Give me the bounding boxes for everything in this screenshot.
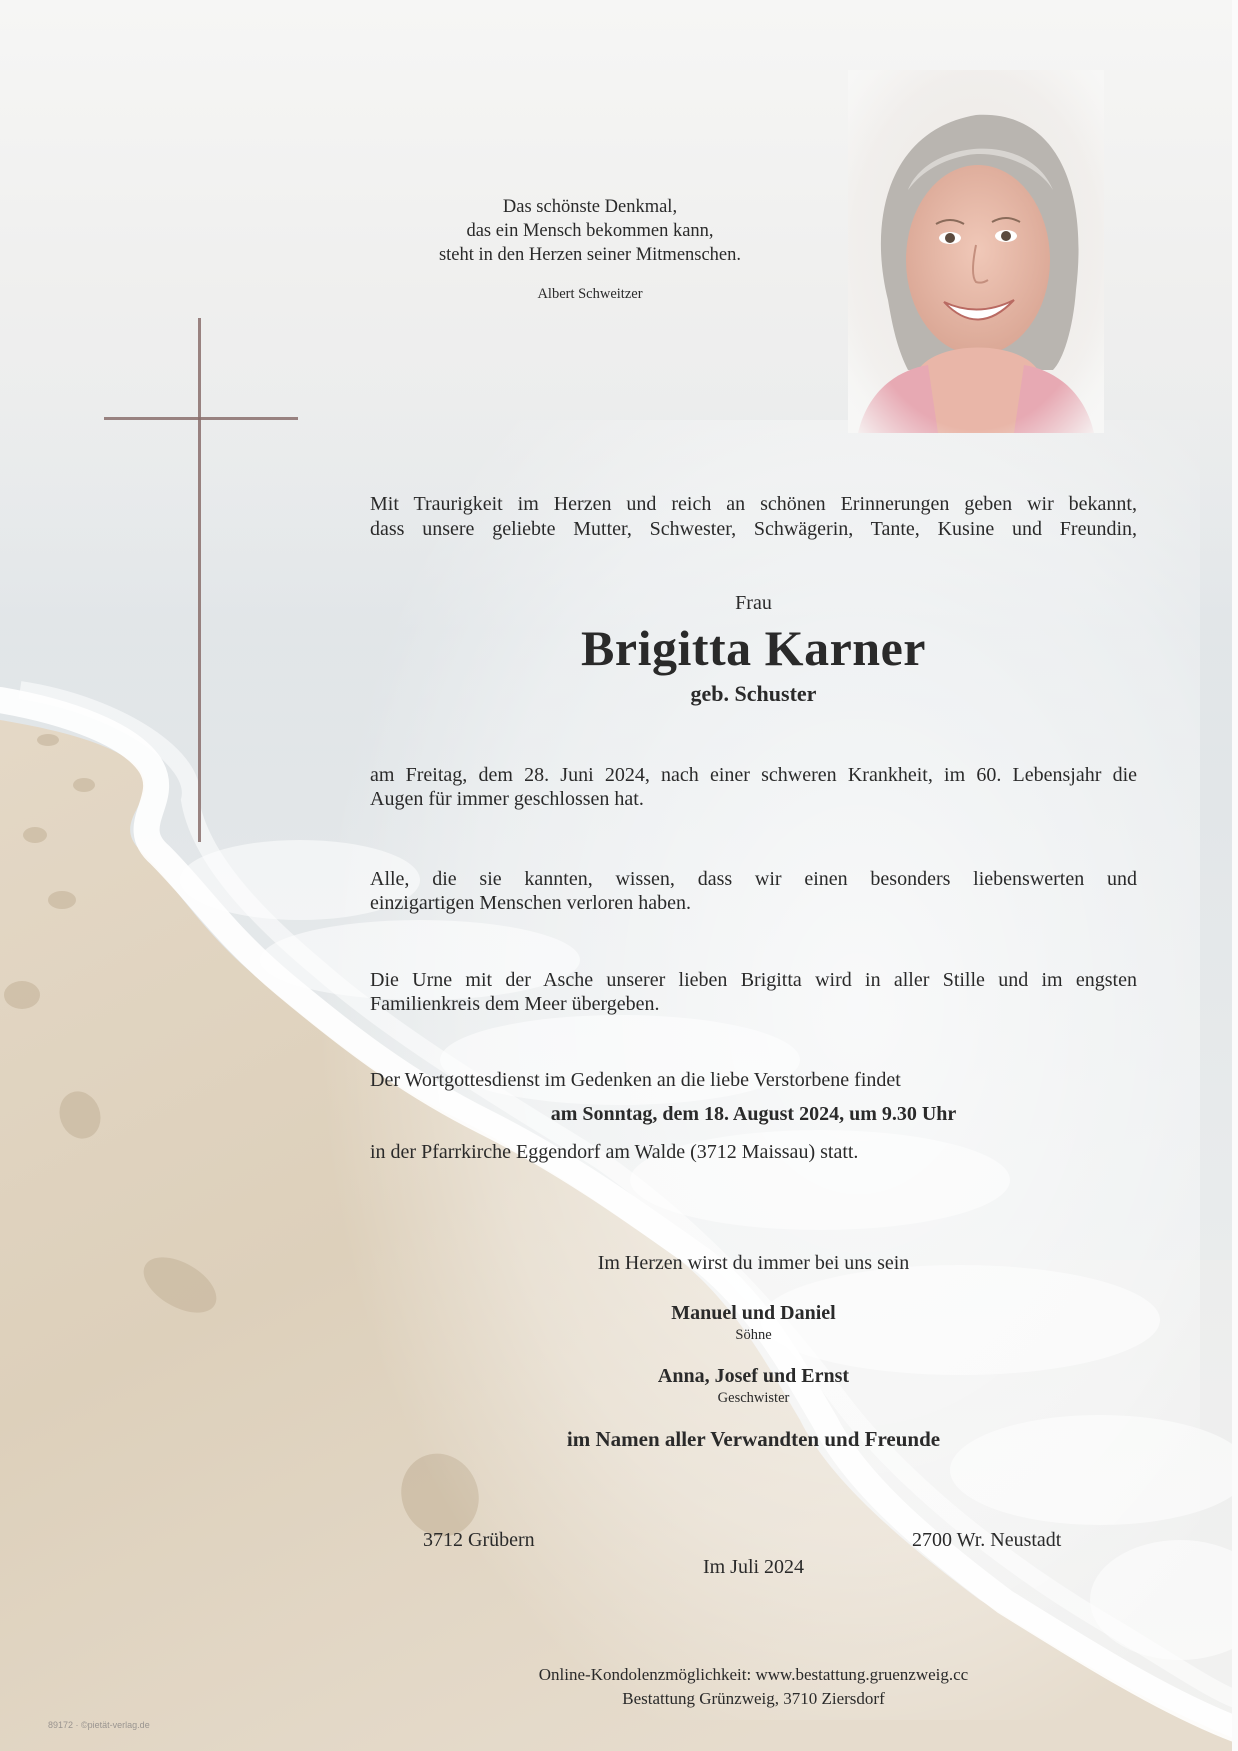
mourner-group-sons: Manuel und Daniel [671,1302,836,1324]
place-left: 3712 Grübern [423,1529,535,1551]
urn-line-1: Die Urne mit der Asche unserer lieben Brigitta wird in aller Stille und im engsten [370,969,1137,991]
page-edge [1232,0,1238,1751]
print-id: 89172 · ©pietät-verlag.de [48,1720,150,1730]
tribute-line-2: einzigartigen Menschen verloren haben. [370,892,691,914]
deceased-name: Brigitta Karner [581,620,926,676]
cross-vertical-beam [198,318,201,842]
mourner-relation-siblings: Geschwister [717,1390,790,1406]
place-right: 2700 Wr. Neustadt [912,1529,1062,1551]
mourners-closing: im Namen aller Verwandten und Freunde [566,1427,941,1451]
announcement [370,492,1137,517]
mourner-group-siblings: Anna, Josef und Ernst [657,1365,850,1387]
announcement-line-1: Mit Traurigkeit im Herzen und reich an schönen Erinnerungen geben wir bekannt, [370,493,1137,515]
quote-line-3: steht in den Herzen seiner Mitmenschen. [438,245,742,265]
deceased-birth-name: geb. Schuster [690,681,817,706]
service-intro: Der Wortgottesdienst im Gedenken an die liebe Verstorbene findet [370,1069,901,1091]
urn-line-2: Familienkreis dem Meer übergeben. [370,993,660,1015]
tribute-paragraph [370,867,1137,892]
passing-line-1: am Freitag, dem 28. Juni 2024, nach einer schweren Krankheit, im 60. Lebensjahr die [370,764,1137,786]
passing-paragraph [370,763,1137,788]
online-condolence: Online-Kondolenzmöglichkeit: www.bestattung.gruenzweig.cc [538,1665,969,1684]
urn-paragraph [370,968,1137,993]
cross-horizontal-beam [104,417,298,420]
quote-author: Albert Schweitzer [537,286,643,302]
service-location: in der Pfarrkirche Eggendorf am Walde (3712 Maissau) statt. [370,1141,859,1163]
heart-line: Im Herzen wirst du immer bei uns sein [597,1252,910,1274]
portrait-photo [848,70,1104,433]
mourner-relation-sons: Söhne [735,1327,772,1343]
quote [400,195,780,267]
deceased-title: Frau [735,592,772,614]
announcement-2 [370,517,1137,542]
quote-line-2: das ein Mensch bekommen kann, [466,221,714,241]
undertaker-address: Bestattung Grünzweig, 3710 Ziersdorf [622,1689,885,1708]
notice-date: Im Juli 2024 [702,1556,805,1578]
passing-line-2: Augen für immer geschlossen hat. [370,788,644,810]
tribute-line-1: Alle, die sie kannten, wissen, dass wir einen besonders liebenswerten und [370,868,1137,890]
quote-line-1: Das schönste Denkmal, [502,197,678,217]
service-datetime: am Sonntag, dem 18. August 2024, um 9.30 Uhr [550,1103,957,1125]
announcement-line-2: dass unsere geliebte Mutter, Schwester, Schwägerin, Tante, Kusine und Freundin, [370,518,1137,540]
